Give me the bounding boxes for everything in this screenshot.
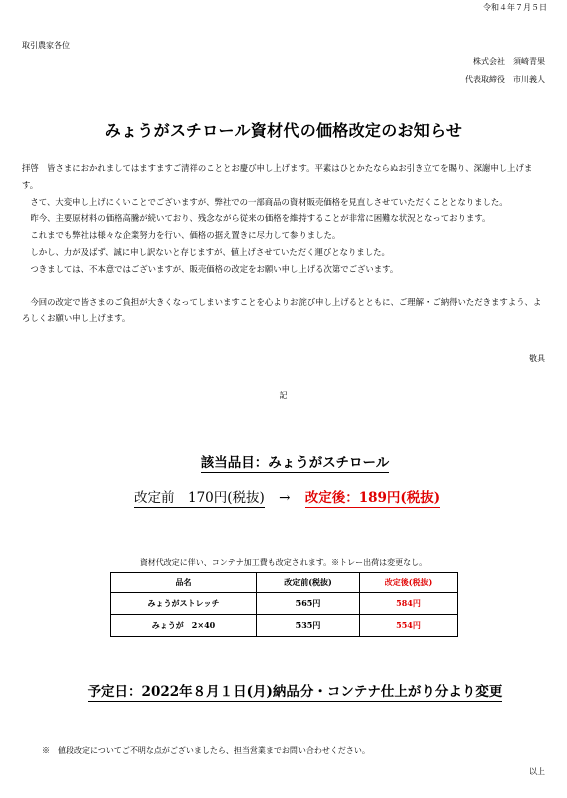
body-paragraph-5: つきましては、不本意ではございますが、販売価格の改定をお願い申し上げる次第でございます。 xyxy=(30,263,399,274)
table-cell-before: 535円 xyxy=(257,615,360,637)
ki-marker: 記 xyxy=(279,391,288,400)
body-paragraph-6: 今回の改定で皆さまのご負担が大きくなってしまいますことを心よりお詫び申し上げるとともに、ご理解・ご納得いただきますよう、よろしくお願い申し上げます。 xyxy=(22,296,542,324)
document-title: みょうがスチロール資材代の価格改定のお知らせ xyxy=(104,121,463,140)
price-table xyxy=(110,572,458,637)
table-cell-name: みょうが 2×40 xyxy=(111,615,257,637)
body-paragraph-1: さて、大変申し上げにくいことでございますが、弊社での一部商品の資材販売価格を見直しさせていただくこととなりました。 xyxy=(30,196,508,207)
footer-note: ※ 値段改定についてご不明な点がございましたら、担当営業までお問い合わせください。 xyxy=(42,746,370,755)
table-header-after: 改定後(税抜) xyxy=(360,573,458,593)
recipient: 取引農家各位 xyxy=(22,41,70,50)
closing-ijo: 以上 xyxy=(529,767,545,776)
arrow-icon: → xyxy=(279,490,291,506)
table-header-before: 改定前(税抜) xyxy=(257,573,360,593)
body-paragraph-3: これまでも弊社は様々な企業努力を行い、価格の据え置きに尽力して参りました。 xyxy=(30,230,341,241)
schedule-heading xyxy=(0,680,567,700)
body-paragraph-4: しかし、力が及ばず、誠に申し訳ないと存じますが、値上げさせていただく運びとなりました。 xyxy=(30,246,390,257)
table-header-name: 品名 xyxy=(111,573,257,593)
price-after: 改定後：189円(税抜) xyxy=(304,490,441,506)
table-cell-before: 565円 xyxy=(257,593,360,615)
container-fee-note: 資材代改定に伴い、コンテナ加工費も改定されます。※トレー出荷は変更なし。 xyxy=(139,558,428,567)
company-name: 株式会社 須崎青果 xyxy=(473,57,545,66)
closing-keigu: 敬具 xyxy=(529,354,545,363)
table-cell-after: 584円 xyxy=(360,593,458,615)
table-cell-name: みょうがストレッチ xyxy=(111,593,257,615)
table-row xyxy=(111,615,458,637)
product-heading xyxy=(0,451,567,471)
price-before: 改定前 170円(税抜) xyxy=(134,490,265,506)
greeting-paragraph: 拝啓 皆さまにおかれましてはますますご清祥のこととお慶び申し上げます。平素はひとかたならぬお引き立てを賜り、深謝申し上げます。 xyxy=(22,163,533,190)
table-row xyxy=(111,593,458,615)
body-paragraph-2: 昨今、主要原材料の価格高騰が続いており、残念ながら従来の価格を維持することが非常に困難な状況となっております。 xyxy=(30,213,491,224)
product-heading-text: 該当品目：みょうがスチロール xyxy=(200,455,390,471)
price-change-line xyxy=(134,486,440,506)
table-header-row xyxy=(111,573,458,593)
table-cell-after: 554円 xyxy=(360,615,458,637)
schedule-heading-text: 予定日：2022年８月１日(月)納品分・コンテナ仕上がり分より変更 xyxy=(87,684,503,700)
letter-body xyxy=(22,160,546,327)
representative: 代表取締役 市川義人 xyxy=(465,75,545,84)
document-date: 令和４年７月５日 xyxy=(483,3,547,12)
